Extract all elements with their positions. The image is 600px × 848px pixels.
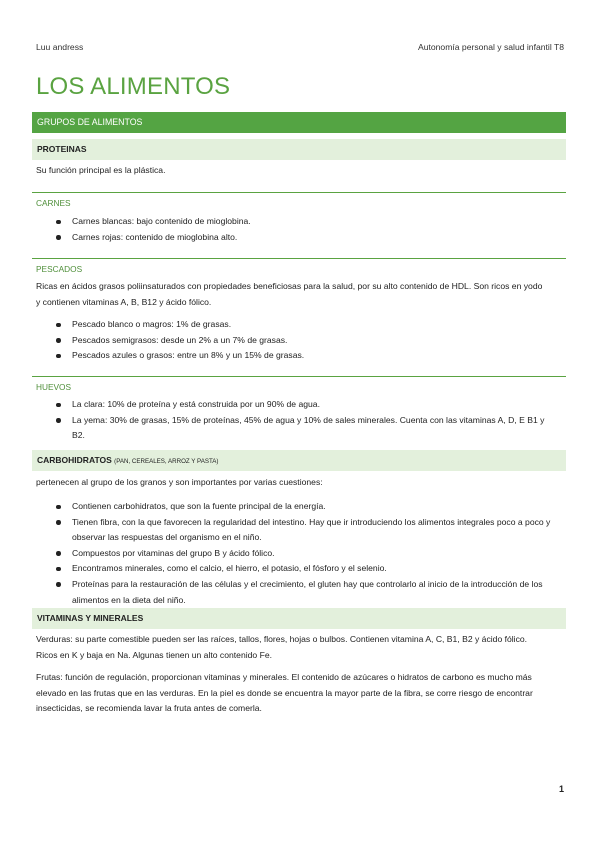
carbohidratos-heading-note: (PAN, CEREALES, ARROZ Y PASTA)	[114, 458, 219, 465]
header-course: Autonomía personal y salud infantil T8	[417, 42, 564, 52]
section-bar-grupos: GRUPOS DE ALIMENTOS	[32, 112, 566, 133]
bullet-icon	[56, 338, 61, 343]
carnes-list	[36, 214, 556, 245]
list-item: Compuestos por vitaminas del grupo B y ácido fólico.	[36, 546, 556, 562]
frutas-text: Frutas: función de regulación, proporcionan vitaminas y minerales. El contenido de azúcares o hidratos de carbono es mucho más elevado en las frutas que en las verduras. En la piel es donde se encuentra la mayor parte de la fibra, se corre riesgo de encontrar insecticidas, se recomienda lavar la fruta antes de comerla.	[36, 672, 533, 713]
section-bar-carbohidratos	[32, 450, 566, 471]
pescados-list	[36, 317, 556, 364]
header-author: Luu andress	[36, 42, 84, 52]
list-item: La clara: 10% de proteína y está construida por un 90% de agua.	[36, 397, 556, 413]
list-item: Pescados semigrasos: desde un 2% a un 7% de grasas.	[36, 333, 556, 349]
list-item: Tienen fibra, con la que favorecen la regularidad del intestino. Hay que ir introduciendo los alimentos integrales poco a poco y observar las respuestas del organismo en el niño.	[36, 515, 556, 546]
proteinas-intro: Su función principal es la plástica.	[36, 165, 166, 175]
bullet-icon	[56, 505, 61, 510]
bullet-icon	[56, 418, 61, 423]
list-item: Pescado blanco o magros: 1% de grasas.	[36, 317, 556, 333]
bullet-icon	[56, 582, 61, 587]
huevos-list	[36, 397, 556, 444]
section-bar-proteinas: PROTEINAS	[32, 139, 566, 160]
bullet-icon	[56, 520, 61, 525]
list-item: Carnes blancas: bajo contenido de mioglobina.	[36, 214, 556, 230]
bullet-icon	[56, 403, 61, 408]
page-number: 1	[558, 784, 564, 794]
list-item: Encontramos minerales, como el calcio, el hierro, el potasio, el fósforo y el selenio.	[36, 561, 556, 577]
bullet-icon	[56, 220, 61, 225]
bullet-icon	[56, 323, 61, 328]
pescados-text: Ricas en ácidos grasos poliinsaturados con propiedades beneficiosas para la salud, por su alto contenido de HDL. Son ricos en yodo y contienen vitaminas A, B, B12 y ácido fólico.	[36, 281, 543, 307]
section-bar-vitaminas: VITAMINAS Y MINERALES	[32, 608, 566, 629]
carbohidratos-list	[36, 499, 556, 608]
bullet-icon	[56, 235, 61, 240]
carbohidratos-intro: pertenecen al grupo de los granos y son importantes por varias cuestiones:	[36, 477, 323, 487]
subheading-pescados: PESCADOS	[32, 258, 566, 276]
bullet-icon	[56, 551, 61, 556]
list-item: Proteínas para la restauración de las células y el crecimiento, el gluten hay que controlarlo al inicio de la introducción de los alimentos en la dieta del niño.	[36, 577, 556, 608]
carbohidratos-heading: CARBOHIDRATOS	[37, 455, 112, 465]
bullet-icon	[56, 567, 61, 572]
subheading-huevos: HUEVOS	[32, 376, 566, 394]
page-title: LOS ALIMENTOS	[36, 73, 231, 100]
list-item: Carnes rojas: contenido de mioglobina alto.	[36, 230, 556, 246]
list-item: Pescados azules o grasos: entre un 8% y un 15% de grasas.	[36, 348, 556, 364]
list-item: Contienen carbohidratos, que son la fuente principal de la energía.	[36, 499, 556, 515]
verduras-text: Verduras: su parte comestible pueden ser las raíces, tallos, flores, hojas o bulbos. Contienen vitamina A, C, B1, B2 y ácido fólico. Ricos en K y baja en Na. Algunas tienen un alto contenido Fe.	[36, 634, 528, 660]
list-item: La yema: 30% de grasas, 15% de proteínas, 45% de agua y 10% de sales minerales. Cuenta con las vitaminas A, D, E B1 y B2.	[36, 413, 556, 444]
bullet-icon	[56, 354, 61, 359]
subheading-carnes: CARNES	[32, 192, 566, 210]
